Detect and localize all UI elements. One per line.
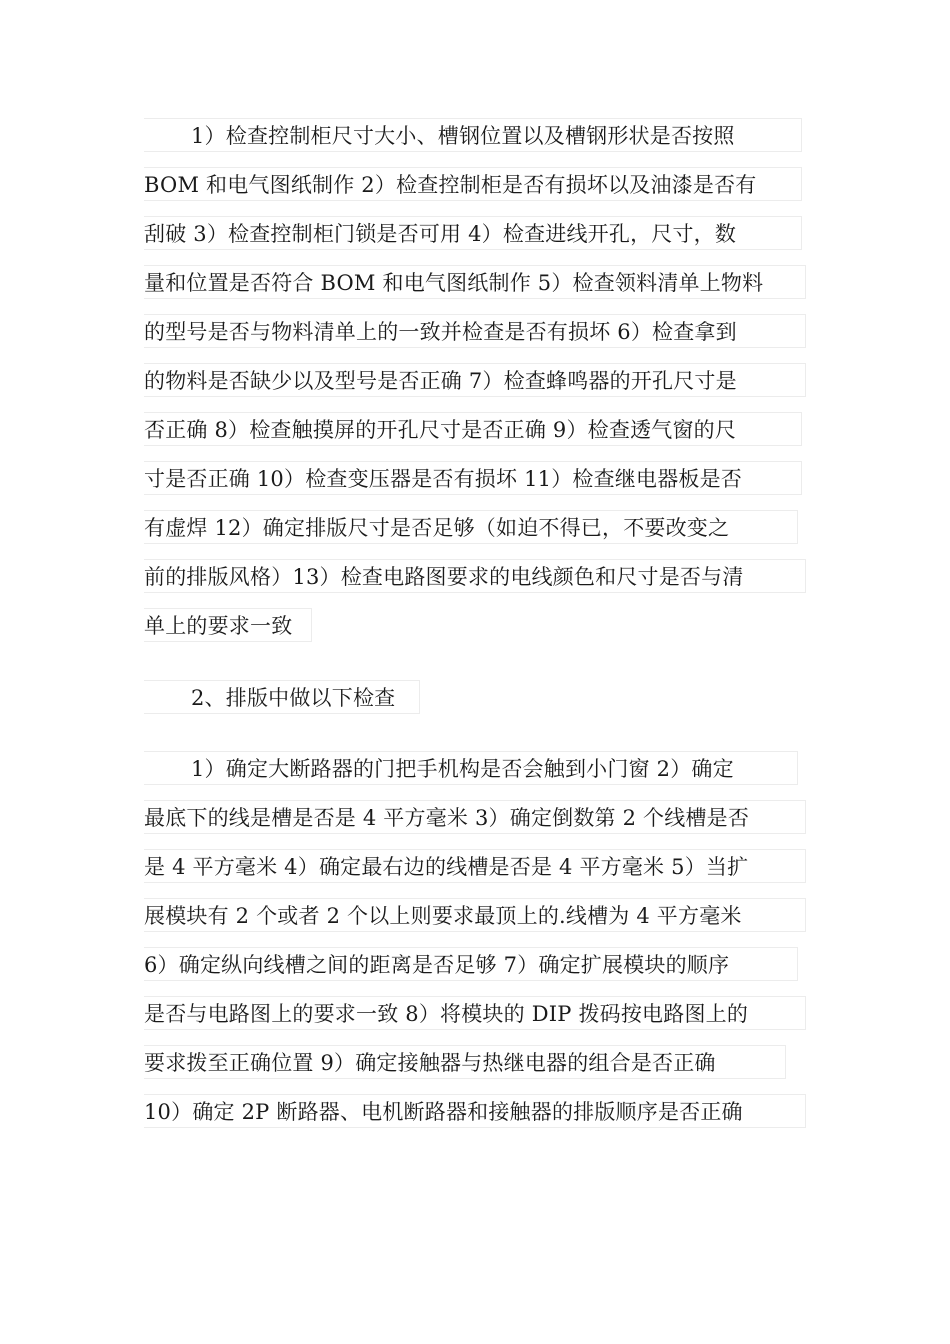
paragraph2-line-8: 10）确定 2P 断路器、电机断路器和接触器的排版顺序是否正确 bbox=[144, 1094, 806, 1128]
paragraph2-line-7: 要求拨至正确位置 9）确定接触器与热继电器的组合是否正确 bbox=[144, 1045, 786, 1079]
paragraph2-line-4: 展模块有 2 个或者 2 个以上则要求最顶上的.线槽为 4 平方毫米 bbox=[144, 898, 806, 932]
paragraph2-line-5: 6）确定纵向线槽之间的距离是否足够 7）确定扩展模块的顺序 bbox=[144, 947, 798, 981]
section-heading: 2、排版中做以下检查 bbox=[144, 680, 420, 714]
paragraph1-line-9: 有虚焊 12）确定排版尺寸是否足够（如迫不得已，不要改变之 bbox=[144, 510, 798, 544]
paragraph1-line-2: BOM 和电气图纸制作 2）检查控制柜是否有损坏以及油漆是否有 bbox=[144, 167, 802, 201]
paragraph2-line-1: 1）确定大断路器的门把手机构是否会触到小门窗 2）确定 bbox=[144, 751, 798, 785]
paragraph1-line-3: 刮破 3）检查控制柜门锁是否可用 4）检查进线开孔，尺寸，数 bbox=[144, 216, 802, 250]
paragraph2-line-6: 是否与电路图上的要求一致 8）将模块的 DIP 拨码按电路图上的 bbox=[144, 996, 806, 1030]
paragraph1-line-8: 寸是否正确 10）检查变压器是否有损坏 11）检查继电器板是否 bbox=[144, 461, 802, 495]
paragraph1-line-7: 否正确 8）检查触摸屏的开孔尺寸是否正确 9）检查透气窗的尺 bbox=[144, 412, 802, 446]
paragraph2-line-2: 最底下的线是槽是否是 4 平方毫米 3）确定倒数第 2 个线槽是否 bbox=[144, 800, 806, 834]
paragraph1-line-10: 前的排版风格）13）检查电路图要求的电线颜色和尺寸是否与清 bbox=[144, 559, 806, 593]
paragraph1-line-5: 的型号是否与物料清单上的一致并检查是否有损坏 6）检查拿到 bbox=[144, 314, 806, 348]
paragraph1-line-6: 的物料是否缺少以及型号是否正确 7）检查蜂鸣器的开孔尺寸是 bbox=[144, 363, 806, 397]
paragraph2-line-3: 是 4 平方毫米 4）确定最右边的线槽是否是 4 平方毫米 5）当扩 bbox=[144, 849, 806, 883]
paragraph1-line-1: 1）检查控制柜尺寸大小、槽钢位置以及槽钢形状是否按照 bbox=[144, 118, 802, 152]
paragraph1-line-4: 量和位置是否符合 BOM 和电气图纸制作 5）检查领料清单上物料 bbox=[144, 265, 806, 299]
paragraph1-line-11: 单上的要求一致 bbox=[144, 608, 312, 642]
